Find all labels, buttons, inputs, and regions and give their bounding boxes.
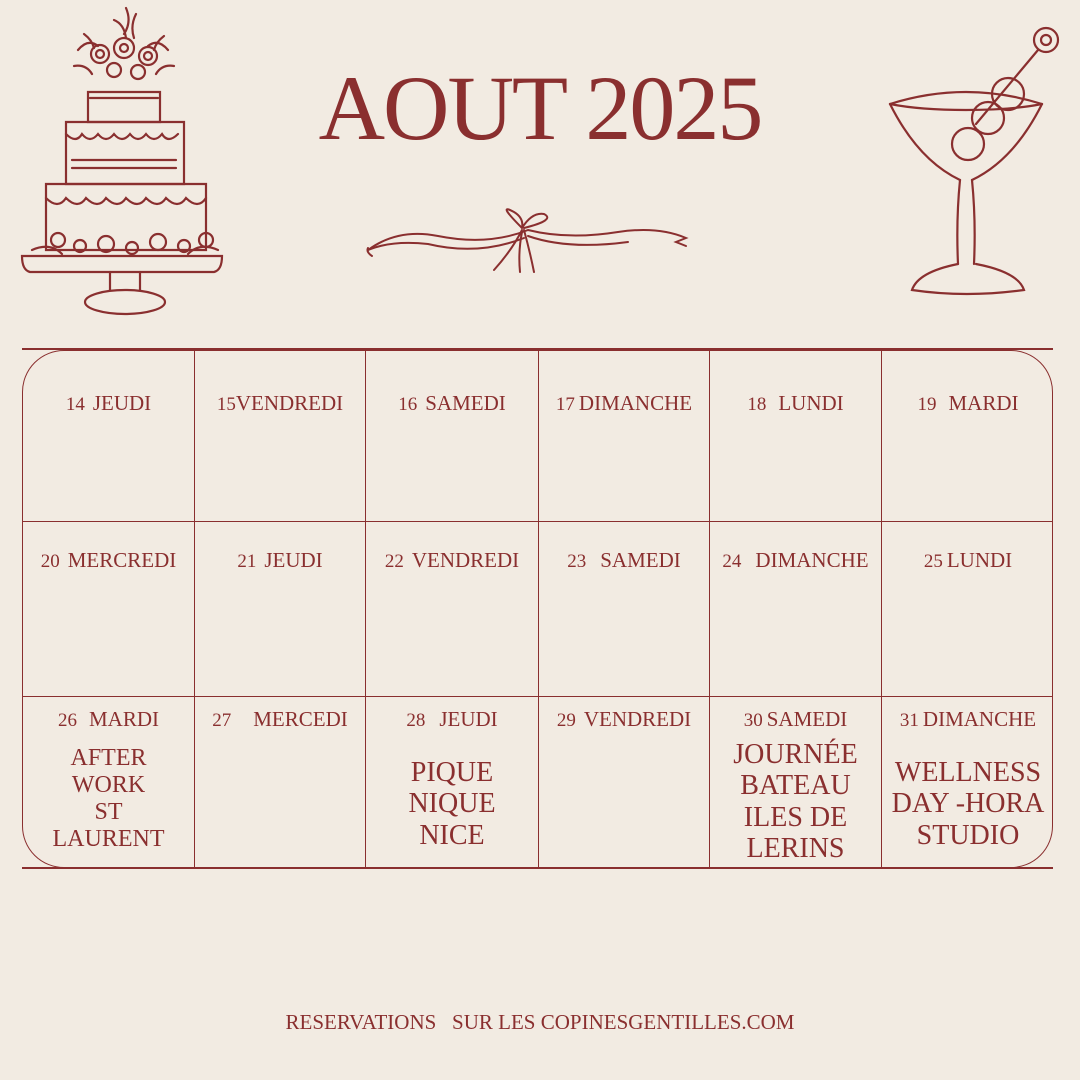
day-number: 17 — [555, 394, 575, 415]
day-label — [882, 548, 1053, 573]
day-label — [195, 548, 365, 573]
day-number: 30 — [743, 710, 763, 731]
day-number: 31 — [899, 710, 919, 731]
day-label — [710, 391, 881, 416]
day-number: 28 — [406, 710, 426, 731]
day-cell — [710, 522, 882, 697]
day-number: 22 — [384, 551, 404, 572]
day-label — [23, 548, 194, 573]
day-cell — [23, 697, 195, 868]
event-text: AFTER WORK ST LAURENT — [52, 745, 165, 852]
day-name: VENDREDI — [583, 707, 692, 731]
day-number: 19 — [917, 394, 937, 415]
cake-illustration — [18, 0, 228, 330]
calendar-title: AOUT 2025 — [318, 57, 762, 159]
day-cell — [366, 697, 539, 868]
reservation-footer: RESERVATIONS SUR LES COPINESGENTILLES.COM — [285, 1010, 795, 1034]
day-cell — [710, 351, 882, 522]
day-number: 15 — [216, 394, 236, 415]
day-name: SAMEDI — [425, 391, 506, 415]
day-name: MARDI — [948, 391, 1019, 415]
day-label — [195, 707, 365, 732]
day-label — [710, 707, 881, 732]
day-label — [710, 548, 881, 573]
ribbon-bow-illustration — [362, 200, 692, 280]
day-name: LUNDI — [946, 548, 1013, 572]
day-cell — [195, 522, 366, 697]
day-label — [23, 391, 194, 416]
calendar-grid — [22, 350, 1053, 868]
day-name: VENDREDI — [235, 391, 344, 415]
day-label — [882, 707, 1053, 732]
day-name: MARDI — [88, 707, 159, 731]
day-name: DIMANCHE — [922, 707, 1037, 731]
day-label — [366, 707, 538, 732]
event-text: PIQUE NIQUE NICE — [408, 757, 496, 851]
day-number: 23 — [567, 551, 587, 572]
day-label — [539, 391, 709, 416]
day-cell — [366, 522, 539, 697]
day-label — [539, 707, 709, 732]
day-name: DIMANCHE — [755, 548, 869, 572]
day-cell — [882, 351, 1053, 522]
day-cell — [539, 697, 710, 868]
day-number: 26 — [57, 710, 77, 731]
day-cell — [23, 522, 195, 697]
day-number: 24 — [722, 551, 742, 572]
event-text: WELLNESS DAY -HORA STUDIO — [891, 757, 1045, 851]
day-cell — [195, 697, 366, 868]
day-number: 18 — [747, 394, 767, 415]
event-text: JOURNÉE BATEAU ILES DE LERINS — [733, 739, 858, 865]
day-name: LUNDI — [778, 391, 844, 415]
day-cell — [539, 522, 710, 697]
day-label — [539, 548, 709, 573]
day-name: JEUDI — [439, 707, 498, 731]
day-label — [882, 391, 1053, 416]
day-label — [195, 391, 365, 416]
day-label — [23, 707, 194, 732]
day-name: VENDREDI — [411, 548, 520, 572]
day-cell — [366, 351, 539, 522]
day-cell — [539, 351, 710, 522]
day-name: JEUDI — [264, 548, 323, 572]
day-name: JEUDI — [92, 391, 152, 415]
day-number: 29 — [556, 710, 576, 731]
day-number: 20 — [40, 551, 60, 572]
day-cell — [882, 522, 1053, 697]
day-label — [366, 548, 538, 573]
day-number: 27 — [212, 710, 232, 731]
day-name: MERCEDI — [253, 707, 348, 731]
day-number: 25 — [923, 551, 943, 572]
cocktail-illustration — [880, 20, 1060, 305]
day-cell — [882, 697, 1053, 868]
day-name: DIMANCHE — [578, 391, 693, 415]
day-name: MERCREDI — [67, 548, 177, 572]
day-cell — [710, 697, 882, 868]
day-cell — [23, 351, 195, 522]
day-cell — [195, 351, 366, 522]
day-name: SAMEDI — [766, 707, 848, 731]
day-name: SAMEDI — [600, 548, 681, 572]
day-label — [366, 391, 538, 416]
day-number: 21 — [237, 551, 257, 572]
day-number: 16 — [398, 394, 418, 415]
day-number: 14 — [65, 394, 85, 415]
